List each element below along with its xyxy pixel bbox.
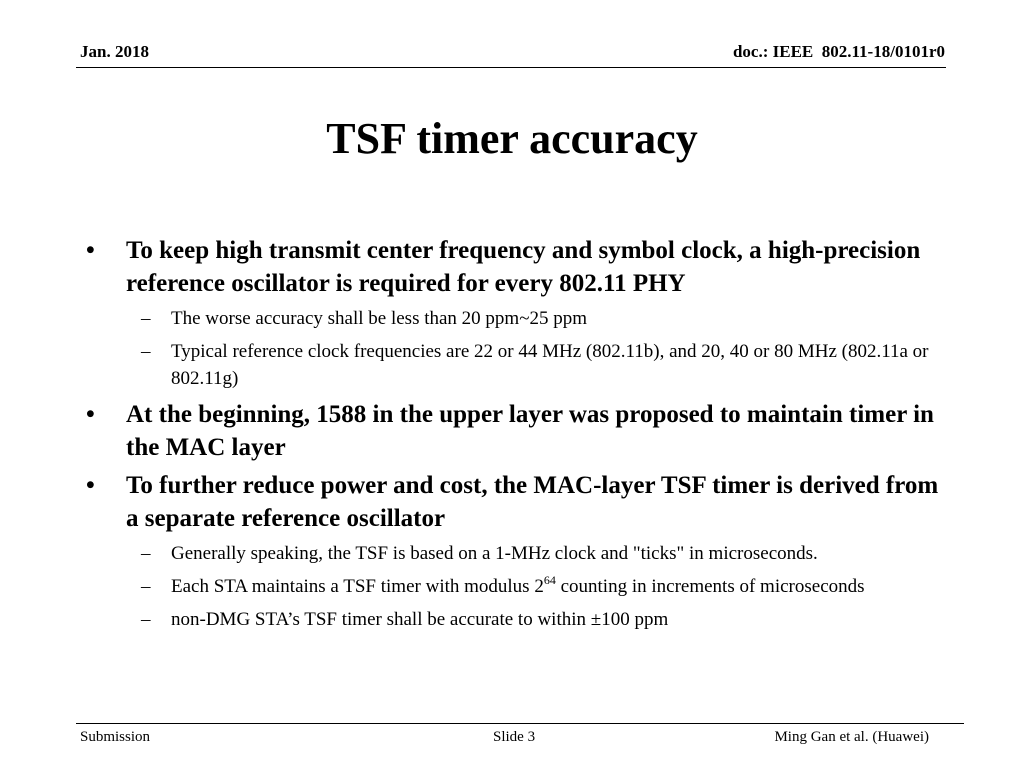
subbullet-text: non-DMG STA’s TSF timer shall be accurate to within ±100 ppm — [171, 609, 669, 630]
slide-title: TSF timer accuracy — [326, 114, 698, 163]
footer-author: Ming Gan et al. (Huawei) — [774, 729, 929, 745]
bullet-3 — [86, 469, 946, 535]
subbullet-1-1 — [86, 305, 946, 332]
bullet-text: At the beginning, 1588 in the upper layer was proposed to maintain timer in the MAC layer — [126, 401, 934, 461]
subbullet-1-2 — [86, 338, 946, 392]
exponent: 64 — [543, 572, 556, 587]
bullet-marker: • — [86, 401, 95, 428]
dash-marker: – — [141, 543, 151, 564]
subbullet-3-2 — [86, 573, 946, 600]
footer-submission: Submission — [80, 729, 151, 745]
subbullet-text: The worse accuracy shall be less than 20 ppm~25 ppm — [171, 308, 588, 329]
subbullet-text-before: Each STA maintains a TSF timer with modulus 2 — [171, 576, 544, 597]
footer-rule — [76, 723, 964, 724]
subbullet-3-3 — [86, 606, 946, 633]
header-doc-id: doc.: IEEE 802.11-18/0101r0 — [732, 42, 945, 61]
bullet-3-subitems — [86, 540, 946, 633]
bullet-marker: • — [86, 237, 95, 264]
bullet-text: To keep high transmit center frequency and symbol clock, a high-precision reference oscillator is required for every 802.11 PHY — [126, 237, 921, 297]
header-rule — [76, 67, 946, 68]
dash-marker: – — [141, 576, 151, 597]
dash-marker: – — [141, 308, 151, 329]
bullet-2 — [86, 398, 946, 464]
bullet-1-subitems — [86, 305, 946, 392]
dash-marker: – — [141, 341, 151, 362]
dash-marker: – — [141, 609, 151, 630]
header-date: Jan. 2018 — [80, 42, 149, 61]
bullet-1 — [86, 234, 946, 300]
subbullet-text-after: counting in increments of microseconds — [555, 576, 865, 597]
bullet-text: To further reduce power and cost, the MAC-layer TSF timer is derived from a separate reference oscillator — [126, 472, 939, 532]
subbullet-text: Generally speaking, the TSF is based on a 1-MHz clock and "ticks" in microseconds. — [171, 543, 818, 564]
slide-body — [86, 234, 946, 639]
footer-slide-number: Slide 3 — [493, 729, 536, 745]
subbullet-text: Typical reference clock frequencies are 22 or 44 MHz (802.11b), and 20, 40 or 80 MHz (802.11a or 802.11g) — [171, 341, 929, 389]
bullet-marker: • — [86, 472, 95, 499]
subbullet-3-1 — [86, 540, 946, 567]
